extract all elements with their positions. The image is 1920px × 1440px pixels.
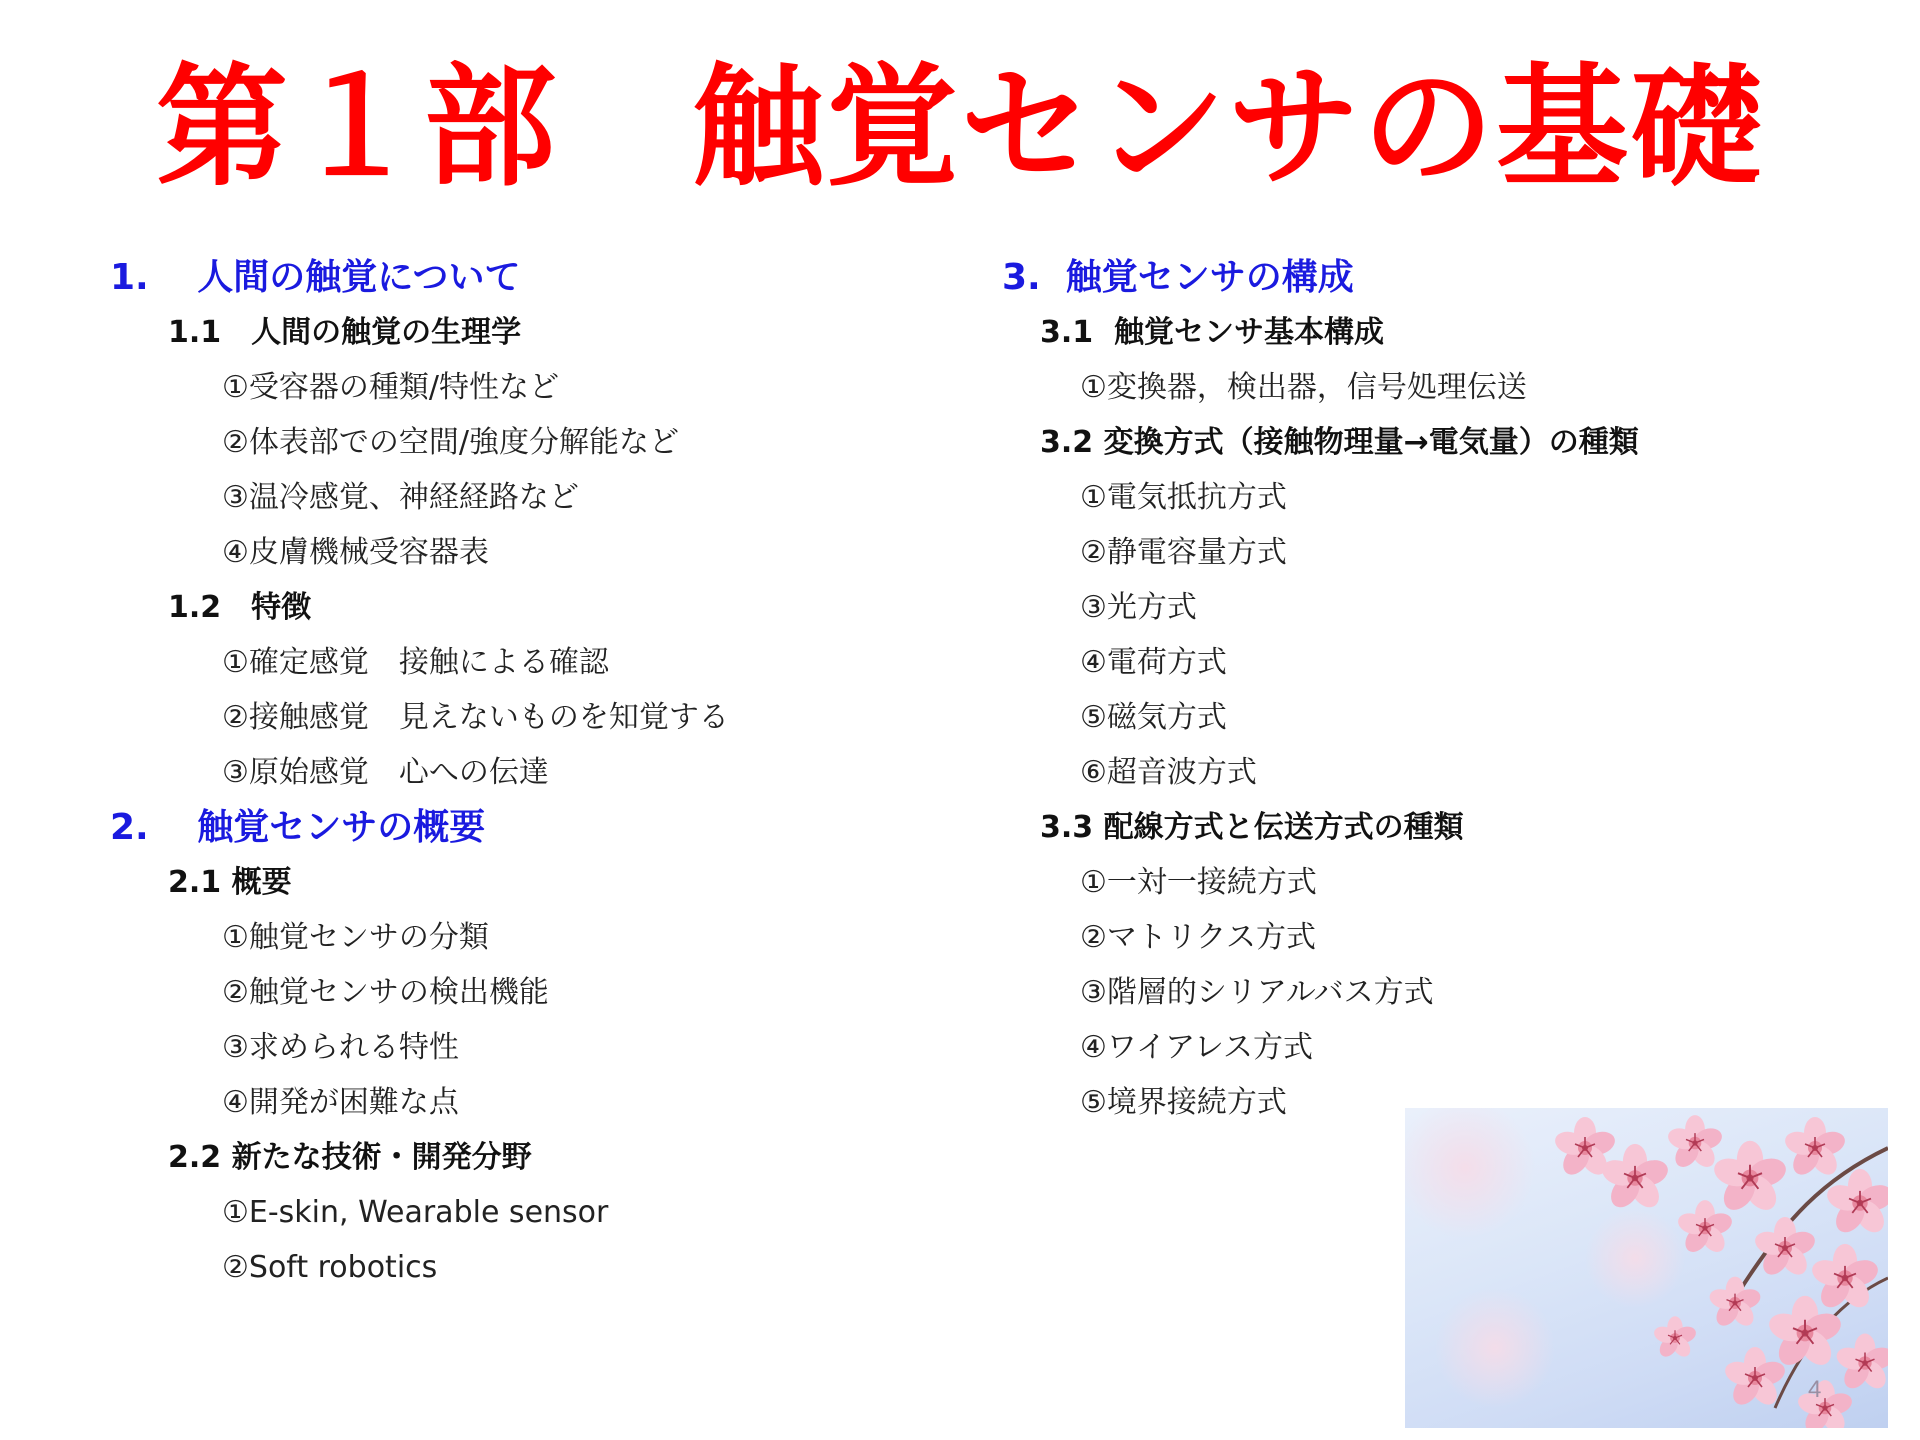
- right-outline: [1002, 250, 1639, 1130]
- slide-title: 第１部 触覚センサの基礎: [156, 51, 1764, 205]
- subsection-heading: 2.2 新たな技術・開発分野: [168, 1140, 532, 1175]
- outline-item: ⑤磁気方式: [1080, 700, 1227, 735]
- subsection-heading: 3.3 配線方式と伝送方式の種類: [1040, 810, 1464, 845]
- outline-item: ②体表部での空間/強度分解能など: [222, 425, 680, 460]
- left-outline: [110, 250, 729, 1295]
- subsection-heading: 2.1 概要: [168, 865, 292, 900]
- outline-item: ①一対一接続方式: [1080, 865, 1317, 900]
- outline-item: ③光方式: [1080, 590, 1197, 625]
- outline-item: ③原始感覚 心への伝達: [222, 755, 549, 790]
- outline-item: ③求められる特性: [222, 1030, 459, 1065]
- outline-item: ①E-skin, Wearable sensor: [222, 1195, 609, 1230]
- outline-item: ①変換器，検出器，信号処理伝送: [1080, 370, 1527, 405]
- outline-item: ④電荷方式: [1080, 645, 1227, 680]
- outline-item: ②Soft robotics: [222, 1250, 438, 1285]
- outline-item: ④皮膚機械受容器表: [222, 535, 489, 570]
- outline-item: ③温冷感覚、神経経路など: [222, 480, 579, 515]
- outline-item: ②触覚センサの検出機能: [222, 975, 549, 1010]
- subsection-heading: 3.2 変換方式（接触物理量→電気量）の種類: [1040, 425, 1639, 460]
- outline-item: ③階層的シリアルバス方式: [1080, 975, 1434, 1010]
- outline-item: ②静電容量方式: [1080, 535, 1287, 570]
- outline-item: ②接触感覚 見えないものを知覚する: [222, 700, 729, 735]
- outline-item: ①電気抵抗方式: [1080, 480, 1287, 515]
- outline-item: ①受容器の種類/特性など: [222, 370, 560, 405]
- section-heading: 1. 人間の触覚について: [110, 257, 521, 298]
- outline-item: ⑥超音波方式: [1080, 755, 1257, 790]
- outline-item: ①確定感覚 接触による確認: [222, 645, 609, 680]
- subsection-heading: 1.2 特徴: [168, 590, 312, 625]
- section-heading: 2. 触覚センサの概要: [110, 807, 486, 848]
- outline-item: ④開発が困難な点: [222, 1085, 459, 1120]
- page-number: 4: [1808, 1376, 1822, 1403]
- outline-item: ⑤境界接続方式: [1080, 1085, 1287, 1120]
- subsection-heading: 3.1 触覚センサ基本構成: [1040, 315, 1385, 350]
- outline-item: ④ワイアレス方式: [1080, 1030, 1313, 1065]
- subsection-heading: 1.1 人間の触覚の生理学: [168, 315, 522, 350]
- section-heading: 3. 触覚センサの構成: [1002, 257, 1354, 298]
- outline-item: ②マトリクス方式: [1080, 920, 1316, 955]
- outline-item: ①触覚センサの分類: [222, 920, 489, 955]
